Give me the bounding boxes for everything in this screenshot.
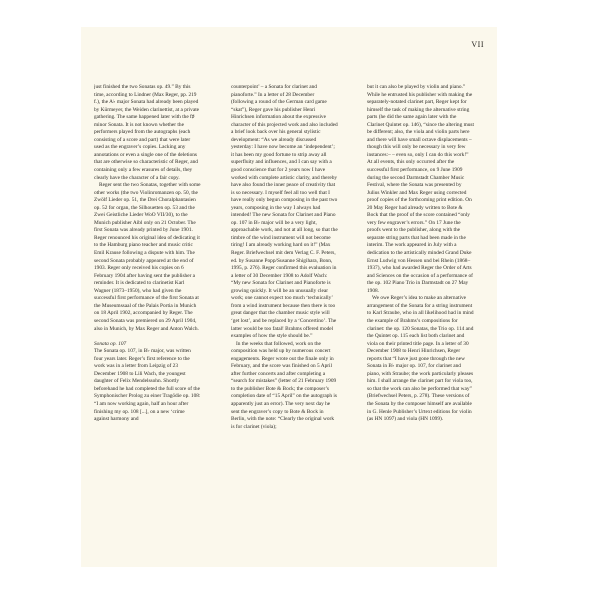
book-page <box>81 27 497 567</box>
paragraph: just finished the two Sonatas op. 49.” By this time, according to Lindner (Max Reger, pp. 219 f.), the A♭ major Sonata had already been played by Kürmeyer, the Weiden clarinettist, at a private gathering. The same happened later with the f♯ minor Sonata. It is not known whether the performers played from the autographs (each consisting of a score and part) that were later used as the engraver’s copies. Lacking any annotations or even a single one of the deletions that are otherwise so characteristic of Reger, and containing only a few erasures of details, they clearly have the character of a fair copy. <box>94 84 200 181</box>
paragraph: In the weeks that followed, work on the composition was held up by numerous concert engagements. Reger wrote out the finale only in February, and the score was finished on 5 April after further concerts and after completing a “search for mistakes” (letter of 21 February 1909 to the publisher Bote & Bock; the composer’s completion date of “15 April” on the autograph is apparently just an error). The very next day he sent the engraver’s copy to Bote & Bock in Berlin, with the note: “Clearly the original work is for clarinet (viola); <box>231 340 337 430</box>
section-heading: Sonata op. 107 <box>94 340 127 347</box>
text-column-1 <box>94 84 201 554</box>
paragraph: Reger sent the two Sonatas, together with some other works (the two Violinromanzen op. 50, the Zwölf Lieder op. 51, the Drei Choralphantasien op. 52 for organ, the Silhouetten op. 53 and the Zwei Geistliche Lieder WoO VII/30), to the Munich publisher Aibl only on 21 October. The first Sonata was already printed by June 1901. Reger renounced his original idea of dedicating it to the Hamburg piano teacher and music critic Emil Krause following a dispute with him. The second Sonata probably appeared at the end of 1903. Reger only received his copies on 6 February 1904 after having sent the publisher a reminder. It is dedicated to clarinetist Karl Wagner (1873–1950), who had given the successful first performance of the first Sonata at the Museumssaal of the Palais Portia in Munich on 18 April 1902, accompanied by Reger. The second Sonata was premiered on 29 April 1904, also in Munich, by Max Reger and Anton Walch. <box>94 182 201 332</box>
paragraph: counterpoint’ – a Sonata for clarinet and pianoforte.” In a letter of 28 December (following a round of the German card game “skat”), Reger gave his publisher Henri Hinrichsen information about the expressive character of this projected work and also included a brief look back over his general stylistic development: “As we already discussed yesterday: I have now become an ‘independent’; it has been my good fortune to strip away all superfluity and influences, and I can say with a good conscience that for 2 years now I have worked with complete artistic clarity, and thereby have also found the inner peace of creativity that is so necessary. I myself feel all too well that I have really only begun composing in the past two years, composing in the way I always had intended! The new Sonata for Clarinet and Piano op. 107 in B♭ major will be a very light, approachable work, and not at all long, so that the timbre of the wind instrument will not become tiring! I am already working hard on it!” (Max Reger. Briefwechsel mit dem Verlag C. F. Peters, ed. by Susanne Popp/Susanne Shigihara, Bonn, 1995, p. 276). Reger confirmed this evaluation in a letter of 30 December 1908 to Adolf Wach: “My new Sonata for Clarinet and Pianoforte is growing quickly. It will be an unusually clear work; one cannot expect too much ‘technically’ from a wind instrument because then there is too great danger that the chamber music style will ‘get lost’, and be replaced by a ‘Concertino’. The latter would be too fatal! Brahms offered model examples of how the style should be.” <box>231 84 338 340</box>
text-column-2 <box>231 84 338 554</box>
page-number: VII <box>471 40 484 49</box>
paragraph: We owe Reger’s idea to make an alternative arrangement of the Sonata for a string instrument to Karl Straube, who in all likelihood had in mind the example of Brahms’s compositions for clarinet: the op. 120 Sonatas, the Trio op. 114 and the Quintet op. 115 each list both clarinet and viola on their printed title page. In a letter of 30 December 1908 to Henri Hinrichsen, Reger reports that “I have just gone through the new Sonata in B♭ major op. 107, for clarinet and piano, with Straube; the work particularly pleases him. I shall arrange the clarinet part for viola too, so that the work can also be performed that way” (Briefwechsel Peters, p. 278). These versions of the Sonata by the composer himself are available in G. Henle Publisher’s Urtext editions for violin (as HN 1097) and viola (HN 1099). <box>367 295 474 423</box>
text-column-3 <box>367 84 474 554</box>
paragraph: The Sonata op. 107, in B♭ major, was written four years later. Reger’s first reference to the work was in a letter from Leipzig of 23 December 1908 to Lili Wach, the youngest daughter of Felix Mendelssohn. Shortly beforehand he had completed the full score of the Symphonischer Prolog zu einer Tragödie op. 108: “I am now working again, half an hour after finishing my op. 108 [...], on a new ‘crime against harmony and <box>94 348 201 423</box>
paragraph: but it can also be played by violin and piano.” While he entrusted his publisher with making the separately-notated clarinet part, Reger kept for himself the task of making the alternative string parts (he did the same again later with the Clarinet Quintet op. 146), “since the altering must be different; also, the viola and violin parts here and there will have small octave displacements – though this will only be necessary in very few instances:– – even so, only I can do this work!” At all events, this only occurred after the successful first performance, on 9 June 1909 during the second Darmstadt Chamber Music Festival, where the Sonata was presented by Julius Winkler and Max Reger using corrected proof copies of the forthcoming print edition. On 20 May Reger had already written to Bote & Bock that the proof of the score contained “only very few engraver’s errors.” On 17 June the proofs went to the publisher, along with the separate string parts that had been made in the interim. The work appeared in July with a dedication to the artistically minded Grand Duke Ernst Ludwig von Hessen und bei Rhein (1868–1937), who had awarded Reger the Order of Arts and Sciences on the occasion of a performance of the op. 102 Piano Trio in Darmstadt on 27 May 1908. <box>367 84 474 294</box>
